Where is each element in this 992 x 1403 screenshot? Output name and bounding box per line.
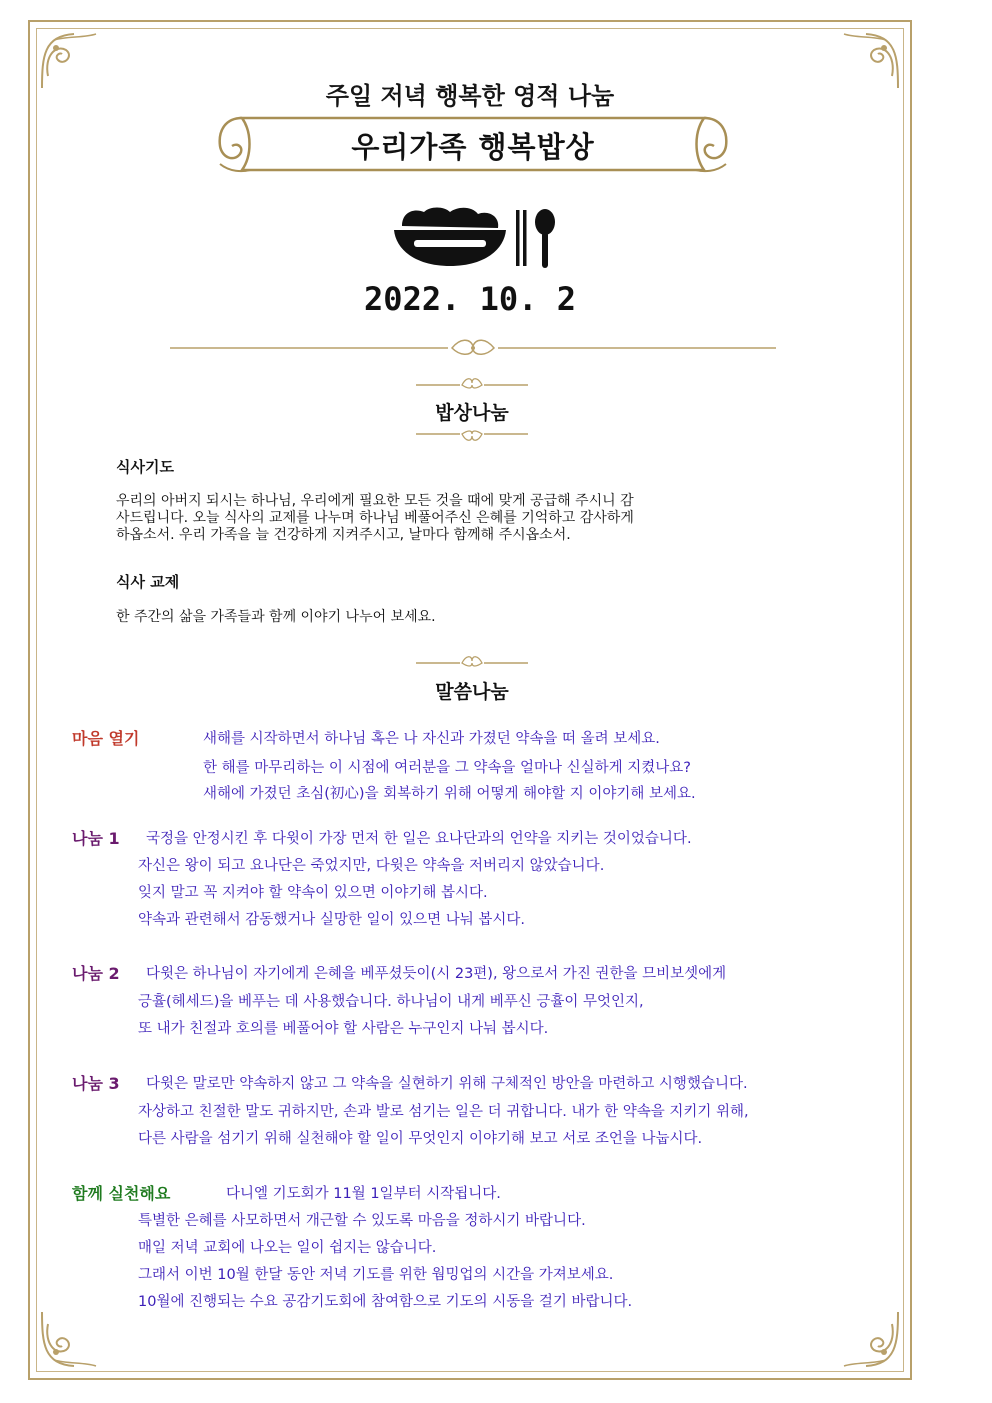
share1-label: 나눔 1: [72, 829, 120, 848]
share3-label: 나눔 3: [72, 1074, 120, 1093]
section-ornament-bottom: [412, 428, 532, 444]
share2-line: 긍휼(헤세드)을 베푸는 데 사용했습니다. 하나님이 내게 베푸신 긍휼이 무엇인지,: [138, 994, 644, 1010]
practice-label: 함께 실천해요: [72, 1184, 171, 1203]
share2-line: 다윗은 하나님이 자기에게 은혜을 베푸셨듯이(시 23편), 왕으로서 가진 권한을 므비보셋에게: [146, 966, 727, 982]
share1-line: 국정을 안정시킨 후 다윗이 가장 먼저 한 일은 요나단과의 언약을 지키는 것이었습니다.: [146, 831, 692, 847]
open-heart-line: 새해를 시작하면서 하나님 혹은 나 자신과 가졌던 약속을 떠 올려 보세요.: [203, 731, 660, 747]
practice-line: 특별한 은혜를 사모하면서 개근할 수 있도록 마음을 정하시기 바랍니다.: [138, 1213, 586, 1229]
practice-line: 그래서 이번 10월 한달 동안 저녁 기도를 위한 웜밍업의 시간을 가져보세요.: [138, 1267, 614, 1283]
prayer-text: [116, 493, 836, 544]
open-heart-line: 새해에 가졌던 초심(初心)을 회복하기 위해 어떻게 해야할 지 이야기해 보세요.: [203, 786, 696, 802]
practice-line: 매일 저녁 교회에 나오는 일이 쉽지는 않습니다.: [138, 1240, 437, 1256]
page-subtitle: 주일 저녁 행복한 영적 나눔: [325, 82, 615, 110]
share3-line: 다윗은 말로만 약속하지 않고 그 약속을 실현하기 위해 구체적인 방안을 마련하고 시행했습니다.: [146, 1076, 748, 1092]
share2-label: 나눔 2: [72, 964, 120, 983]
open-heart-line: 한 해를 마무리하는 이 시점에 여러분을 그 약속을 얼마나 신실하게 지켰나요?: [203, 760, 692, 776]
section-title-table: 밥상나눔: [435, 402, 509, 424]
page-title: 우리가족 행복밥상: [351, 130, 595, 164]
section-ornament-top: [412, 375, 532, 391]
prayer-heading: 식사기도: [116, 458, 174, 476]
practice-line: 다니엘 기도회가 11월 1일부터 시작됩니다.: [226, 1186, 501, 1202]
corner-ornament-bottom-right: [836, 1304, 906, 1374]
practice-line: 10월에 진행되는 수요 공감기도회에 참여함으로 기도의 시동을 걸기 바랍니다.: [138, 1294, 633, 1310]
prayer-line: 우리의 아버지 되시는 하나님, 우리에게 필요한 모든 것을 때에 맞게 공급해 주시니 감: [116, 493, 634, 509]
share1-line: 약속과 관련해서 감동했거나 실망한 일이 있으면 나눠 봅시다.: [138, 912, 526, 928]
share1-line: 자신은 왕이 되고 요나단은 죽었지만, 다윗은 약속을 저버리지 않았습니다.: [138, 858, 605, 874]
share1-line: 잊지 말고 꼭 지켜야 할 약속이 있으면 이야기해 봅시다.: [138, 885, 488, 901]
rice-bowl-spoon-chopsticks-icon: [388, 206, 564, 270]
fellowship-text: 한 주간의 삶을 가족들과 함께 이야기 나누어 보세요.: [116, 609, 436, 625]
prayer-line: 사드립니다. 오늘 식사의 교제를 나누며 하나님 베풀어주신 은혜를 기억하고 감사하게: [116, 510, 634, 526]
ornamental-divider: [166, 336, 780, 358]
date-label: 2022. 10. 2: [364, 280, 576, 318]
section-title-word: 말씀나눔: [435, 681, 509, 703]
share3-line: 자상하고 친절한 말도 귀하지만, 손과 발로 섬기는 일은 더 귀합니다. 내가 한 약속을 지키기 위해,: [138, 1104, 749, 1120]
share2-line: 또 내가 친절과 호의를 베풀어야 할 사람은 누구인지 나눠 봅시다.: [138, 1021, 549, 1037]
prayer-line: 하옵소서. 우리 가족을 늘 건강하게 지켜주시고, 날마다 함께해 주시옵소서.: [116, 527, 571, 543]
fellowship-heading: 식사 교제: [116, 573, 180, 591]
corner-ornament-bottom-left: [34, 1304, 104, 1374]
section-ornament-top: [412, 653, 532, 669]
share3-line: 다른 사람을 섬기기 위해 실천해야 할 일이 무엇인지 이야기해 보고 서로 조언을 나눕시다.: [138, 1131, 703, 1147]
open-heart-label: 마음 열기: [72, 729, 140, 748]
